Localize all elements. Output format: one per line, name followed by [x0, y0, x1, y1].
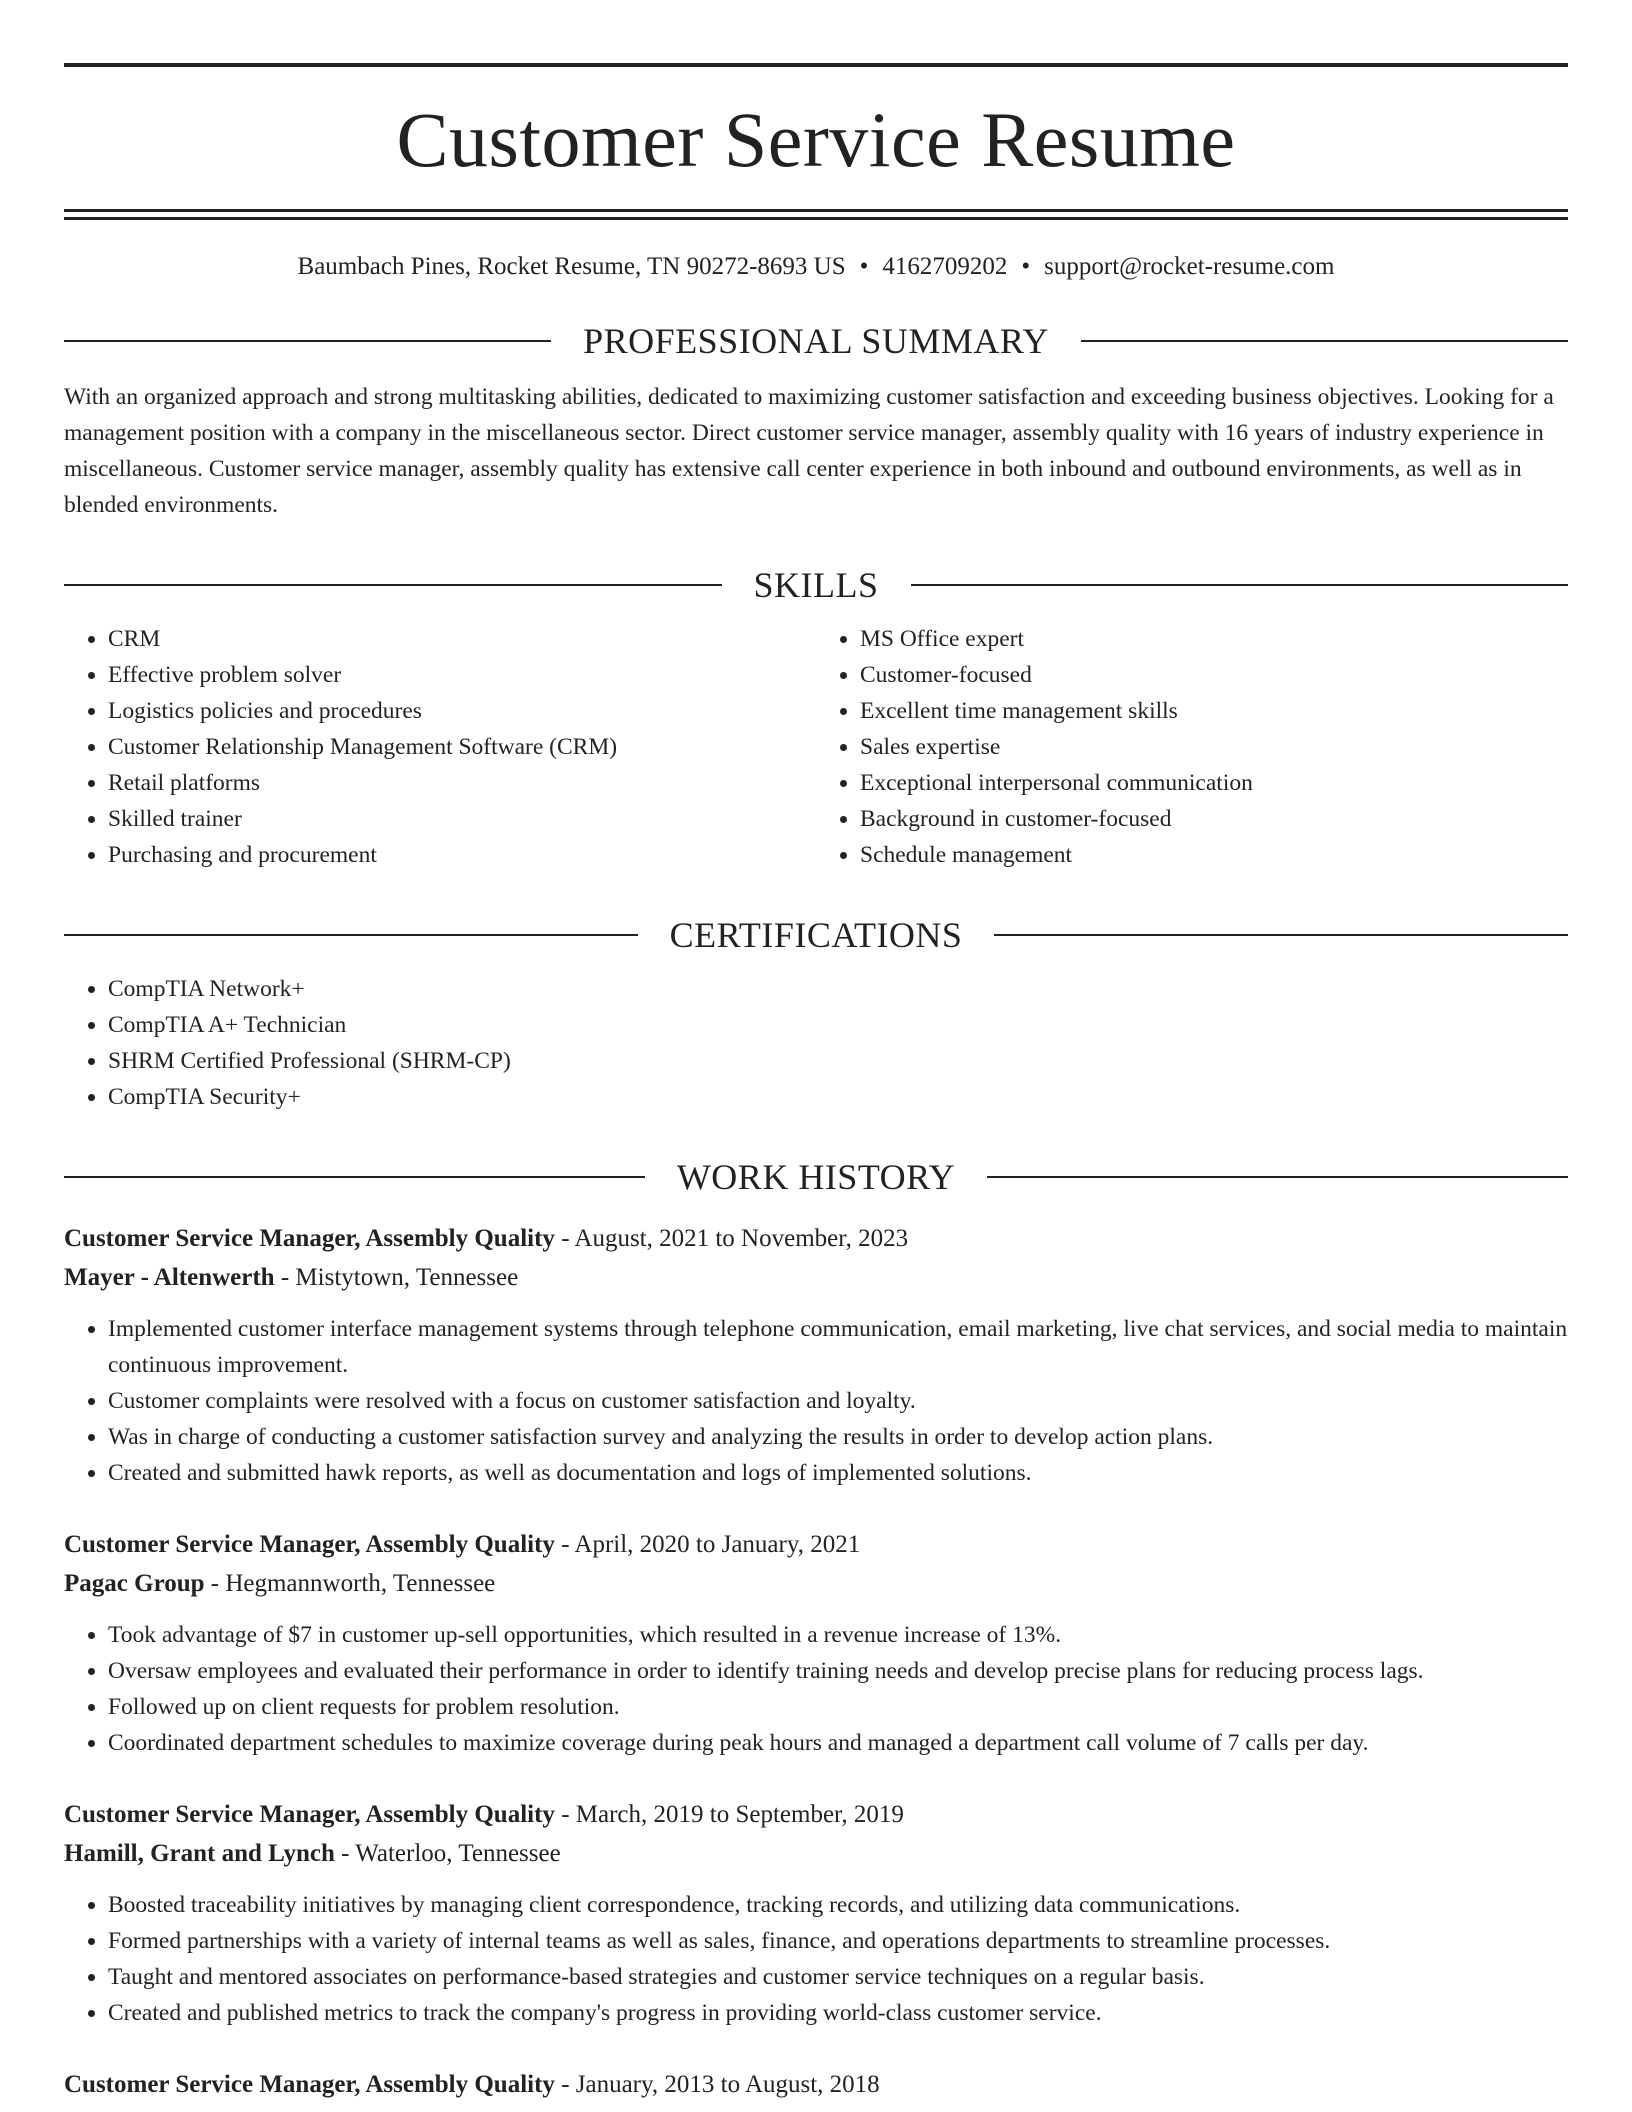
job-bullet: • Created and submitted hawk reports, as well as documentation and logs of implemented solutions. [108, 1455, 1568, 1491]
job-bullet: • Boosted traceability initiatives by managing client correspondence, tracking records, and utilizing data communications. [108, 1887, 1568, 1923]
skill-item: • Logistics policies and procedures [108, 693, 816, 729]
skill-item: • CRM [108, 621, 816, 657]
job-bullet: • Customer complaints were resolved with a focus on customer satisfaction and loyalty. [108, 1383, 1568, 1419]
job-bullets [64, 1617, 1568, 1761]
job-company: Pagac Group [64, 1570, 205, 1597]
job-dates: - March, 2019 to September, 2019 [554, 1801, 904, 1828]
job-title-line [64, 1795, 1568, 1834]
certifications-section-header [64, 917, 1568, 953]
job-bullet: • Took advantage of $7 in customer up-sell opportunities, which resulted in a revenue increase of 13%. [108, 1617, 1568, 1653]
job-company-line [64, 1564, 1568, 1603]
skill-item: • MS Office expert [860, 621, 1568, 657]
certification-item: • CompTIA A+ Technician [108, 1007, 1568, 1043]
job-title-line [64, 1525, 1568, 1564]
contact-separator: • [859, 253, 869, 280]
section-title-skills: SKILLS [753, 565, 879, 605]
job-location: - Waterloo, Tennessee [334, 1840, 561, 1867]
skill-item: • Customer-focused [860, 657, 1568, 693]
contact-address: Baumbach Pines, Rocket Resume, TN 90272-8693 US [297, 253, 846, 280]
resume-page [64, 0, 1568, 2104]
work-section-header [64, 1159, 1568, 1195]
skill-item: • Background in customer-focused [860, 801, 1568, 837]
divider [64, 934, 638, 936]
divider [64, 340, 551, 342]
contact-email[interactable]: support@rocket-resume.com [1044, 253, 1335, 280]
skill-item: • Purchasing and procurement [108, 837, 816, 873]
skill-item: • Customer Relationship Management Software (CRM) [108, 729, 816, 765]
top-rule [64, 63, 1568, 67]
skill-item: • Excellent time management skills [860, 693, 1568, 729]
skills-column-right [816, 621, 1568, 873]
skill-item: • Exceptional interpersonal communication [860, 765, 1568, 801]
certification-item: • CompTIA Network+ [108, 971, 1568, 1007]
divider [994, 934, 1568, 936]
job-location: - Hegmannworth, Tennessee [204, 1570, 496, 1597]
skill-item: • Effective problem solver [108, 657, 816, 693]
contact-phone: 4162709202 [882, 253, 1008, 280]
job-entry [64, 1795, 1568, 2031]
job-dates: - August, 2021 to November, 2023 [554, 1225, 909, 1252]
summary-text: With an organized approach and strong multitasking abilities, dedicated to maximizing customer satisfaction and exceeding business objectives. Looking for a management position with a company in the miscellaneous sector. Direct customer service manager, assembly quality with 16 years of industry experience in miscellaneous. Customer service manager, assembly quality has extensive call center experience in both inbound and outbound environments, as well as in blended environments. [64, 384, 1554, 518]
job-company-line [64, 1834, 1568, 1873]
job-bullet: • Followed up on client requests for problem resolution. [108, 1689, 1568, 1725]
job-entry [64, 1219, 1568, 1491]
certification-item: • CompTIA Security+ [108, 1079, 1568, 1115]
certifications-list [64, 971, 1568, 1115]
section-title-certifications: CERTIFICATIONS [669, 915, 963, 955]
contact-line [64, 254, 1568, 279]
skills-list [64, 621, 1568, 873]
job-company-line [64, 1258, 1568, 1297]
job-bullet: • Implemented customer interface management systems through telephone communication, email marketing, live chat services, and social media to maintain continuous improvement. [108, 1311, 1568, 1383]
job-bullet: • Taught and mentored associates on performance-based strategies and customer service techniques on a regular basis. [108, 1959, 1568, 1995]
divider [64, 1176, 645, 1178]
job-dates: - January, 2013 to August, 2018 [554, 2071, 880, 2098]
job-title: Customer Service Manager, Assembly Quality [64, 1225, 555, 1252]
job-bullets [64, 1887, 1568, 2031]
job-bullet: • Coordinated department schedules to maximize coverage during peak hours and managed a department call volume of 7 calls per day. [108, 1725, 1568, 1761]
job-company: Mayer - Altenwerth [64, 1264, 275, 1291]
job-title-line [64, 1219, 1568, 1258]
job-bullet: • Oversaw employees and evaluated their performance in order to identify training needs and develop precise plans for reducing process lags. [108, 1653, 1568, 1689]
section-title-work: WORK HISTORY [676, 1157, 956, 1197]
job-bullet: • Formed partnerships with a variety of internal teams as well as sales, finance, and operations departments to streamline processes. [108, 1923, 1568, 1959]
divider [987, 1176, 1568, 1178]
job-title: Customer Service Manager, Assembly Quality [64, 1531, 555, 1558]
job-location: - Mistytown, Tennessee [274, 1264, 519, 1291]
skills-section-header [64, 567, 1568, 603]
divider [911, 584, 1569, 586]
summary-section-header [64, 323, 1568, 359]
job-dates: - April, 2020 to January, 2021 [554, 1531, 861, 1558]
job-bullets [64, 1311, 1568, 1491]
section-title-summary: PROFESSIONAL SUMMARY [583, 321, 1049, 361]
skill-item: • Schedule management [860, 837, 1568, 873]
skill-item: • Skilled trainer [108, 801, 816, 837]
job-bullet: • Was in charge of conducting a customer satisfaction survey and analyzing the results in order to develop action plans. [108, 1419, 1568, 1455]
title-double-rule [64, 209, 1568, 220]
job-entry [64, 1525, 1568, 1761]
divider [1081, 340, 1568, 342]
certification-item: • SHRM Certified Professional (SHRM-CP) [108, 1043, 1568, 1079]
skills-column-left [64, 621, 816, 873]
skill-item: • Retail platforms [108, 765, 816, 801]
job-company: Hamill, Grant and Lynch [64, 1840, 335, 1867]
page-title: Customer Service Resume [396, 96, 1236, 183]
job-title-line [64, 2065, 1568, 2104]
contact-separator: • [1021, 253, 1031, 280]
job-entry [64, 2065, 1568, 2104]
skill-item: • Sales expertise [860, 729, 1568, 765]
job-title: Customer Service Manager, Assembly Quality [64, 1801, 555, 1828]
job-title: Customer Service Manager, Assembly Quality [64, 2071, 555, 2098]
divider [64, 584, 722, 586]
job-bullet: • Created and published metrics to track the company's progress in providing world-class customer service. [108, 1995, 1568, 2031]
